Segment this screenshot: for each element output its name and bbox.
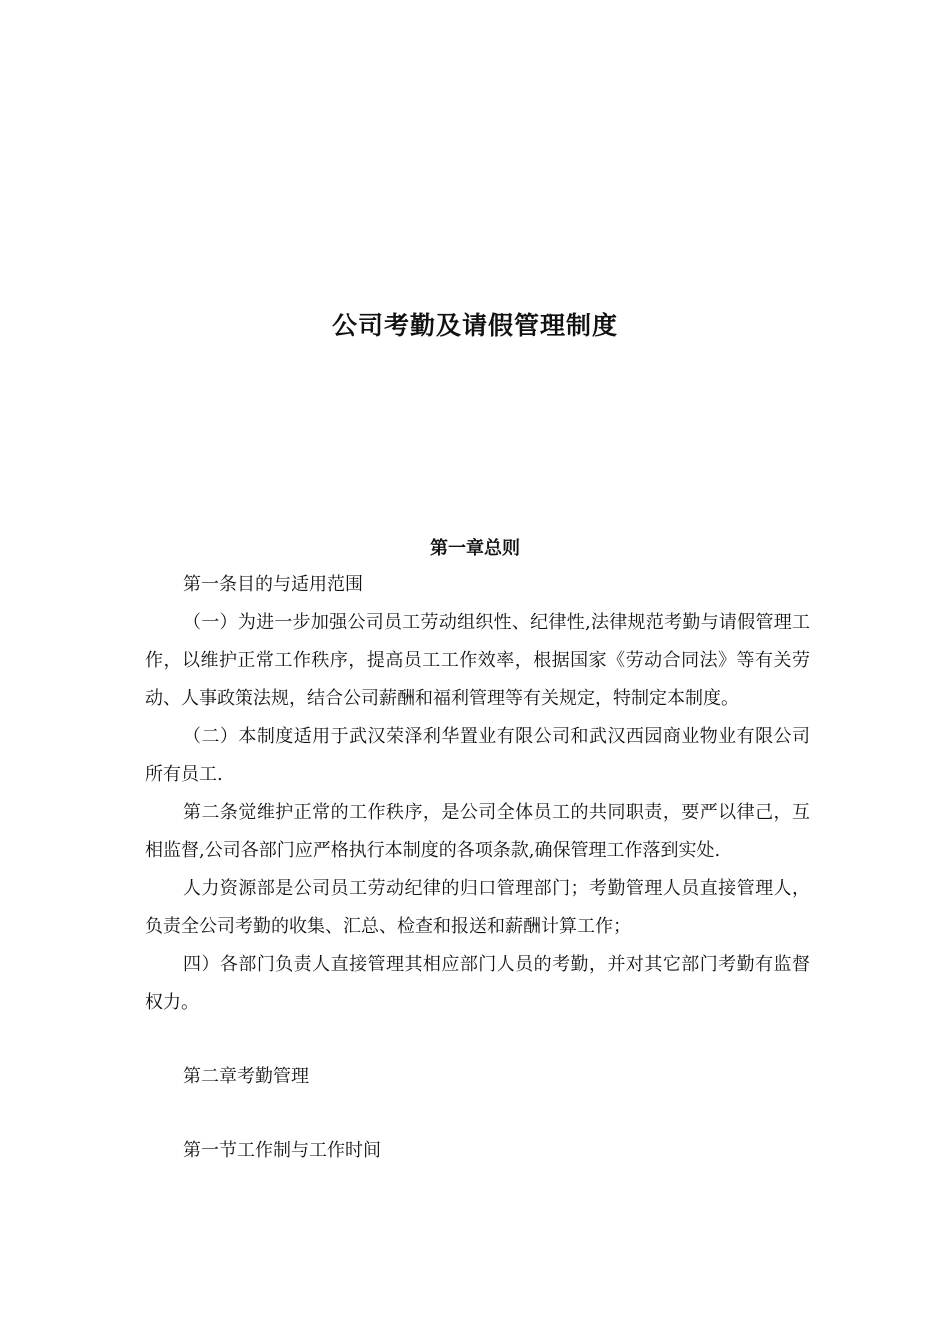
chapter-1-heading: 第一章总则: [430, 538, 520, 559]
article-2: 第二条觉维护正常的工作秩序，是公司全体员工的共同职责，要严以律己，互相监督,公司各部门应严格执行本制度的各项条款,确保管理工作落到实处.: [145, 802, 810, 861]
document-body: [145, 566, 810, 1170]
document-title: 公司考勤及请假管理制度: [331, 311, 618, 340]
article-1-clause-2: （二）本制度适用于武汉荣泽利华置业有限公司和武汉西园商业物业有限公司所有员工.: [145, 726, 810, 785]
article-1-title: 第一条目的与适用范围: [183, 574, 363, 595]
chapter-2-heading: 第二章考勤管理: [183, 1066, 309, 1087]
chapter-2-section-1-heading: 第一节工作制与工作时间: [183, 1140, 381, 1161]
article-2-clause-4: 四）各部门负责人直接管理其相应部门人员的考勤，并对其它部门考勤有监督权力。: [145, 954, 810, 1013]
article-2-hr-duty: 人力资源部是公司员工劳动纪律的归口管理部门；考勤管理人员直接管理人，负责全公司考勤的收集、汇总、检查和报送和薪酬计算工作；: [145, 878, 810, 937]
article-1-clause-1: （一）为进一步加强公司员工劳动组织性、纪律性,法律规范考勤与请假管理工作，以维护正常工作秩序，提高员工工作效率，根据国家《劳动合同法》等有关劳动、人事政策法规，结合公司薪酬和福利管理等有关规定，特制定本制度。: [145, 612, 810, 709]
